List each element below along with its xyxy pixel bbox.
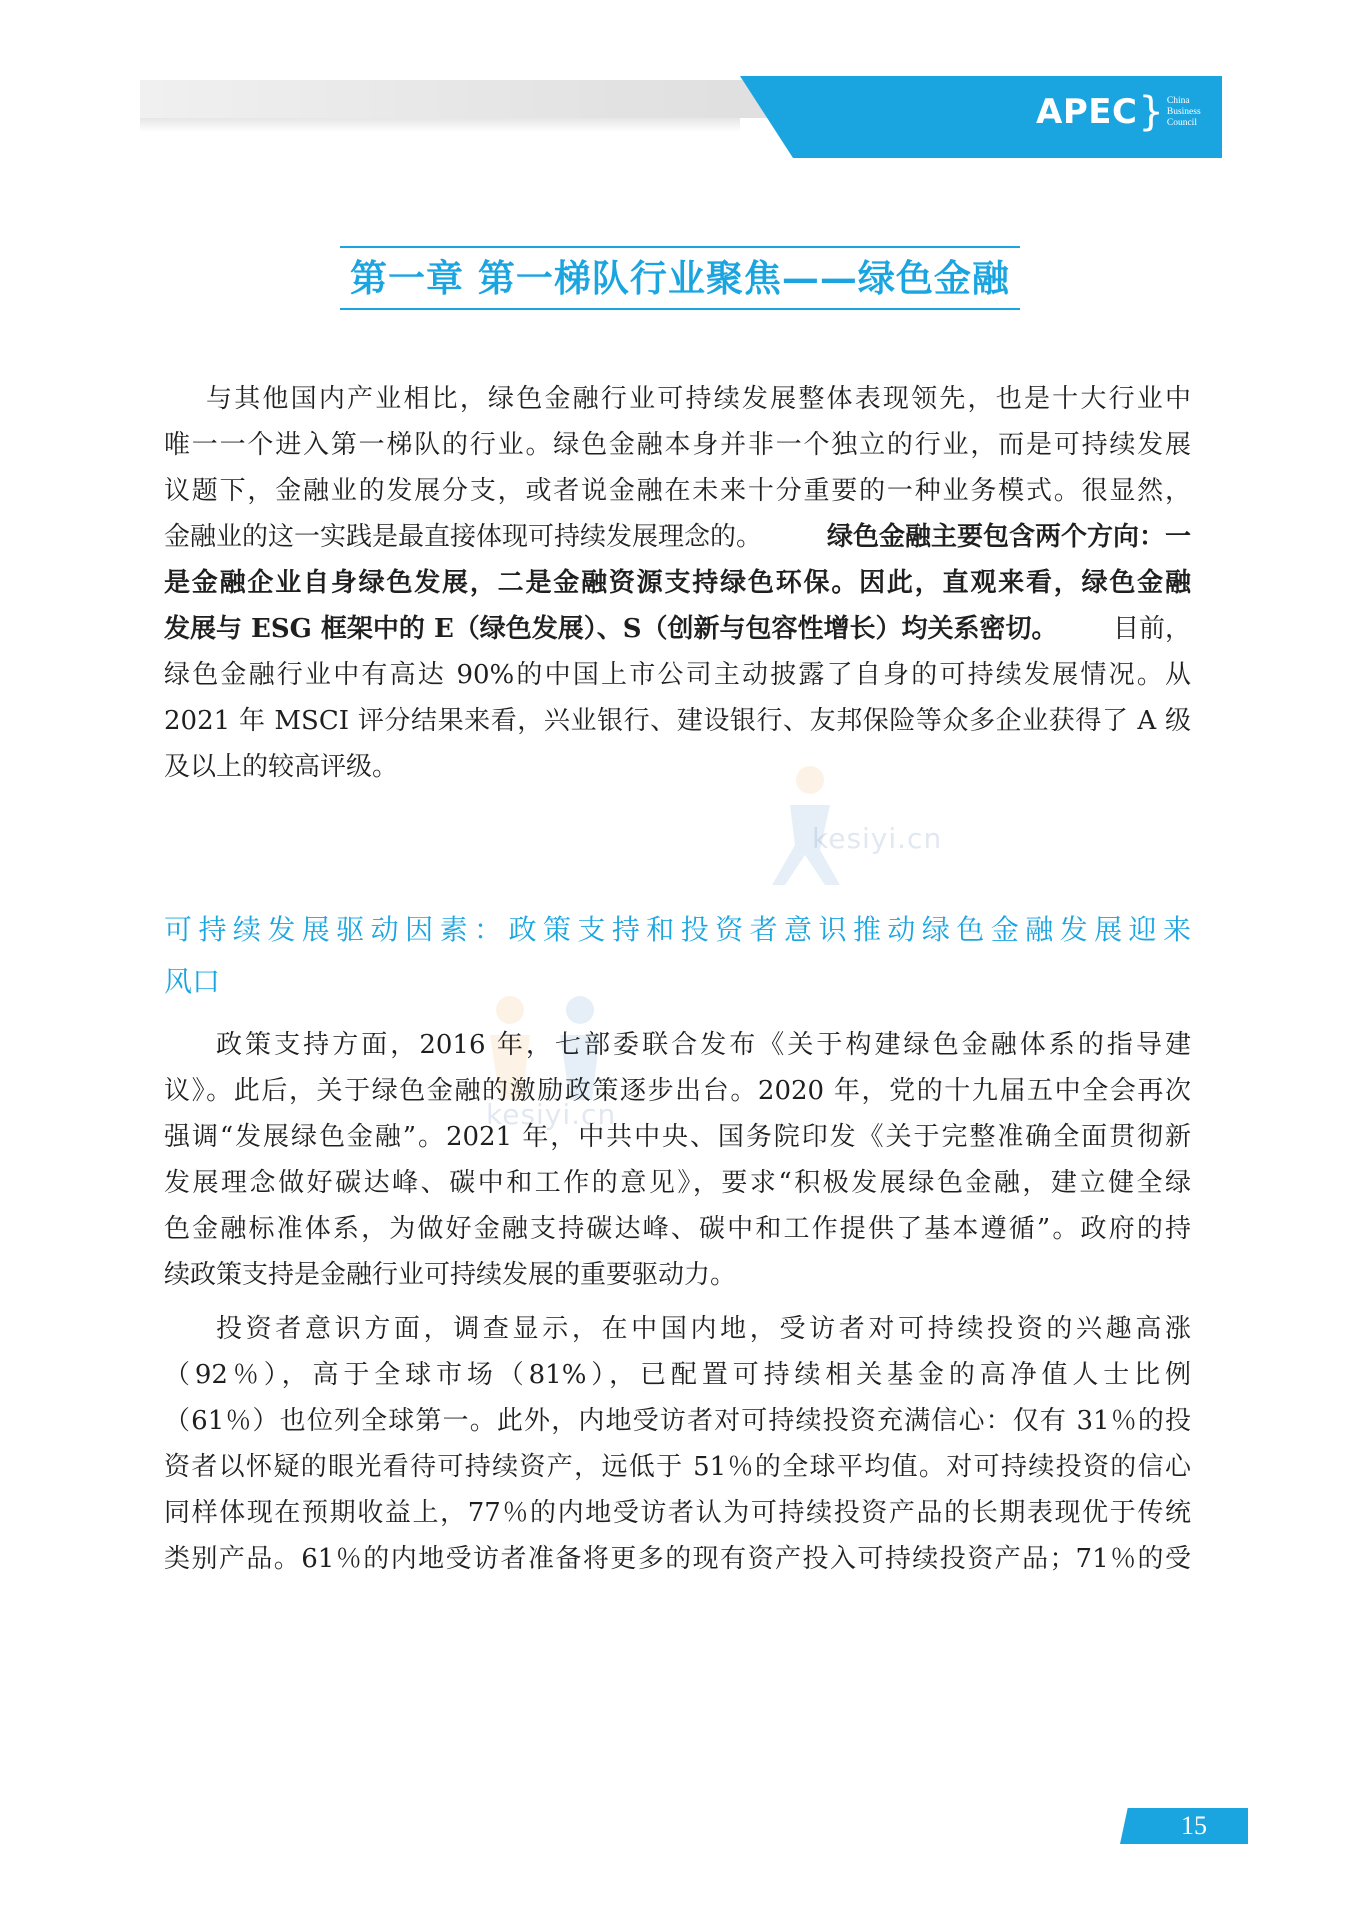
para2-line: 色金融标准体系，为做好金融支持碳达峰、碳中和工作提供了基本遵循”。政府的持	[164, 1214, 1191, 1244]
chapter-title: 第一章 第一梯队行业聚焦——绿色金融	[340, 246, 1020, 310]
page-number: 15	[1181, 1811, 1207, 1840]
para3-line: 投资者意识方面，调查显示，在中国内地，受访者对可持续投资的兴趣高涨	[216, 1314, 1191, 1344]
logo-subtitle	[1167, 96, 1201, 129]
para2-line: 政策支持方面，2016 年，七部委联合发布《关于构建绿色金融体系的指导建	[216, 1030, 1191, 1060]
para2-line: 续政策支持是金融行业可持续发展的重要驱动力。	[164, 1260, 737, 1290]
para1-bold-line: 是金融企业自身绿色发展，二是金融资源支持绿色环保。因此，直观来看，绿色金融	[164, 568, 1191, 598]
para2-line: 议》。此后，关于绿色金融的激励政策逐步出台。2020 年，党的十九届五中全会再次	[164, 1076, 1191, 1106]
logo-text: APEC	[1036, 92, 1138, 132]
para1-line: 2021 年 MSCI 评分结果来看，兴业银行、建设银行、友邦保险等众多企业获得了 A 级	[164, 706, 1191, 736]
para2-line: 发展理念做好碳达峰、碳中和工作的意见》，要求“积极发展绿色金融，建立健全绿	[164, 1168, 1191, 1198]
para1-line	[164, 612, 1191, 646]
section-subheading: 可持续发展驱动因素：政策支持和投资者意识推动绿色金融发展迎来	[164, 913, 1191, 946]
logo-sub-line: Business	[1166, 106, 1201, 117]
logo-sub-line: China	[1166, 95, 1190, 106]
para3-line: （92％），高于全球市场（81%），已配置可持续相关基金的高净值人士比例	[164, 1360, 1191, 1390]
para3-line: 资者以怀疑的眼光看待可持续资产，远低于 51％的全球平均值。对可持续投资的信心	[164, 1452, 1191, 1482]
para1-line: 及以上的较高评级。	[164, 752, 399, 782]
logo-sub-line: Council	[1166, 117, 1197, 128]
apec-logo	[1036, 89, 1201, 135]
para1-line: 唯一一个进入第一梯队的行业。绿色金融本身并非一个独立的行业，而是可持续发展	[164, 430, 1191, 460]
para3-line: 同样体现在预期收益上，77％的内地受访者认为可持续投资产品的长期表现优于传统	[164, 1498, 1191, 1528]
para1-bold-text: 发展与 ESG 框架中的 E（绿色发展）、S（创新与包容性增长）均关系密切。	[164, 614, 1058, 644]
para1-line: 绿色金融行业中有高达 90%的中国上市公司主动披露了自身的可持续发展情况。从	[164, 660, 1191, 690]
watermark-text: kesiyi.cn	[486, 1098, 617, 1131]
header-shadow	[140, 118, 740, 132]
para1-line: 与其他国内产业相比，绿色金融行业可持续发展整体表现领先，也是十大行业中	[206, 384, 1191, 414]
para1-text: 金融业的这一实践是最直接体现可持续发展理念的。	[164, 522, 763, 552]
para1-bold-text: 绿色金融主要包含两个方向：一	[826, 522, 1191, 552]
section-subheading: 风口	[164, 965, 221, 998]
watermark-text: kesiyi.cn	[812, 822, 943, 855]
para1-line: 议题下，金融业的发展分支，或者说金融在未来十分重要的一种业务模式。很显然，	[164, 476, 1191, 506]
para1-line	[164, 520, 1191, 554]
para1-text: 目前，	[1112, 614, 1191, 644]
logo-brace: }	[1138, 89, 1164, 135]
para3-line: （61％）也位列全球第一。此外，内地受访者对可持续投资充满信心：仅有 31％的投	[164, 1406, 1191, 1436]
para3-line: 类别产品。61％的内地受访者准备将更多的现有资产投入可持续投资产品；71％的受	[164, 1544, 1191, 1574]
para2-line: 强调“发展绿色金融”。2021 年，中共中央、国务院印发《关于完整准确全面贯彻新	[164, 1122, 1191, 1152]
